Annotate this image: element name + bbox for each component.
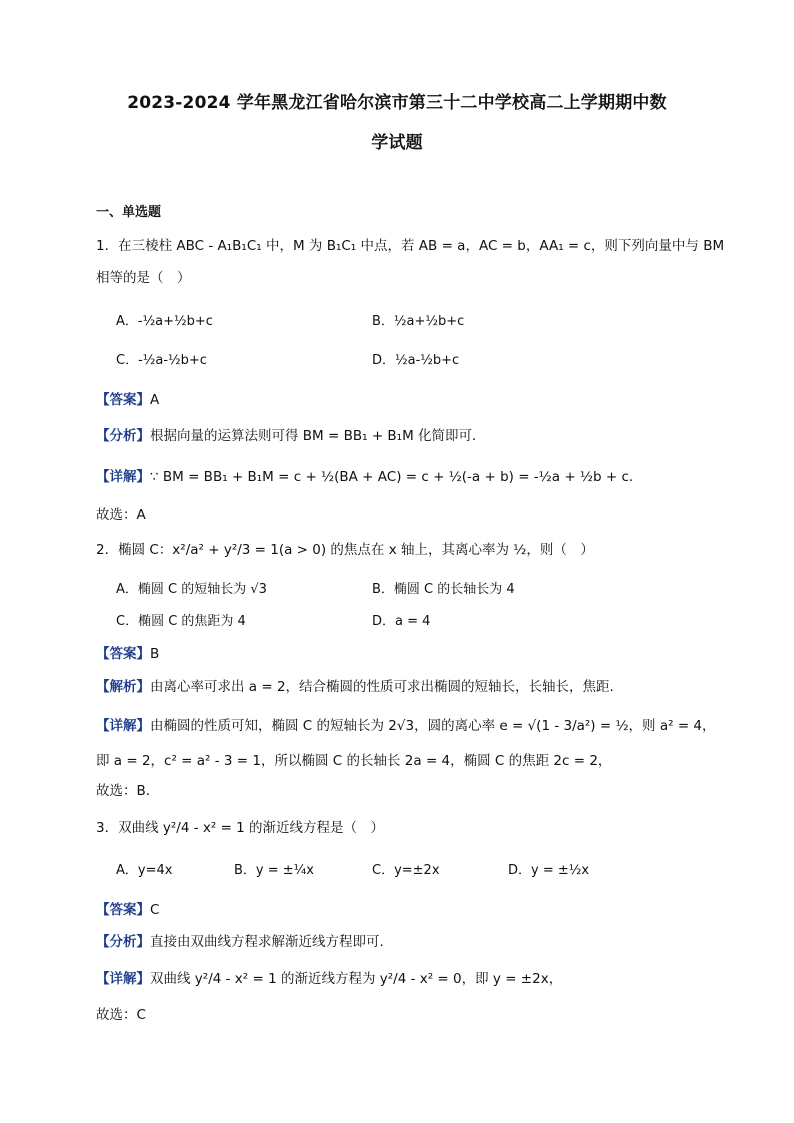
- q3-option-c: C．y=±2x: [372, 863, 440, 878]
- q3-conclusion: 故选：C: [96, 1007, 146, 1023]
- q3-answer-value: C: [150, 902, 160, 918]
- q2-analysis-text: 由离心率可求出 a = 2，结合椭圆的性质可求出椭圆的短轴长，长轴长，焦距.: [150, 679, 614, 695]
- q2-answer: [96, 644, 159, 664]
- q3-analysis: [96, 932, 384, 952]
- q2-analysis: [96, 677, 614, 697]
- q1-analysis: [96, 426, 486, 446]
- q2-stem: 2．椭圆 C：x²/a² + y²/3 = 1(a > 0) 的焦点在 x 轴上，其离心率为 ½，则（ ）: [96, 542, 594, 558]
- q3-stem: 3．双曲线 y²/4 - x² = 1 的渐近线方程是（ ）: [96, 820, 385, 836]
- detail-label: 【详解】: [96, 469, 150, 485]
- q3-option-a: A．y=4x: [116, 863, 173, 878]
- answer-label: 【答案】: [96, 902, 150, 918]
- q2-detail-line2: 即 a = 2，c² = a² - 3 = 1，所以椭圆 C 的长轴长 2a = 4，椭圆 C 的焦距 2c = 2，: [96, 753, 612, 769]
- q3-detail-text: 双曲线 y²/4 - x² = 1 的渐近线方程为 y²/4 - x² = 0，即 y = ±2x，: [150, 971, 563, 987]
- detail-label: 【详解】: [96, 718, 150, 734]
- q1-option-b: B．½a+½b+c: [372, 314, 465, 329]
- q1-option-d: D．½a-½b+c: [372, 353, 460, 368]
- q1-analysis-text: 根据向量的运算法则可得 BM = BB₁ + B₁M 化简即可．: [150, 428, 486, 444]
- q1-conclusion: 故选：A: [96, 507, 146, 523]
- q2-answer-value: B: [150, 646, 160, 662]
- section-heading: 一、单选题: [96, 205, 162, 220]
- q2-option-d: D．a = 4: [372, 614, 431, 629]
- document-title-line1: 2023-2024 学年黑龙江省哈尔滨市第三十二中学校高二上学期期中数: [127, 93, 667, 113]
- detail-label: 【详解】: [96, 971, 150, 987]
- analysis-label: 【分析】: [96, 934, 150, 950]
- q3-detail: [96, 969, 562, 989]
- q1-answer-value: A: [150, 392, 160, 408]
- q2-option-b: B．椭圆 C 的长轴长为 4: [372, 582, 515, 597]
- q3-analysis-text: 直接由双曲线方程求解渐近线方程即可.: [150, 934, 384, 950]
- q1-option-c: C．-½a-½b+c: [116, 353, 207, 368]
- q2-conclusion: 故选：B．: [96, 783, 160, 799]
- q2-detail-text1: 由椭圆的性质可知，椭圆 C 的短轴长为 2√3，圆的离心率 e = √(1 - 3/a²) = ½，则 a² = 4，: [150, 718, 716, 734]
- analysis-label: 【分析】: [96, 428, 150, 444]
- q3-option-b: B．y = ±¼x: [234, 863, 314, 878]
- document-title-line2: 学试题: [371, 133, 423, 153]
- q2-option-a: A．椭圆 C 的短轴长为 √3: [116, 582, 267, 597]
- q3-option-d: D．y = ±½x: [508, 863, 590, 878]
- q1-stem-line2: 相等的是（ ）: [96, 270, 191, 286]
- q3-answer: [96, 900, 159, 920]
- answer-label: 【答案】: [96, 646, 150, 662]
- q1-detail-text: ∵ BM = BB₁ + B₁M = c + ½(BA + AC) = c + ½(-a + b) = -½a + ½b + c．: [150, 469, 643, 485]
- answer-label: 【答案】: [96, 392, 150, 408]
- q2-detail-line1: [96, 716, 716, 736]
- q1-option-a: A．-½a+½b+c: [116, 314, 213, 329]
- q1-stem-line1: 1．在三棱柱 ABC - A₁B₁C₁ 中，M 为 B₁C₁ 中点，若 AB = a，AC = b，AA₁ = c，则下列向量中与 BM: [96, 238, 725, 254]
- q1-detail: [96, 467, 642, 487]
- analysis-label: 【解析】: [96, 679, 150, 695]
- q2-option-c: C．椭圆 C 的焦距为 4: [116, 614, 246, 629]
- q1-answer: [96, 390, 159, 410]
